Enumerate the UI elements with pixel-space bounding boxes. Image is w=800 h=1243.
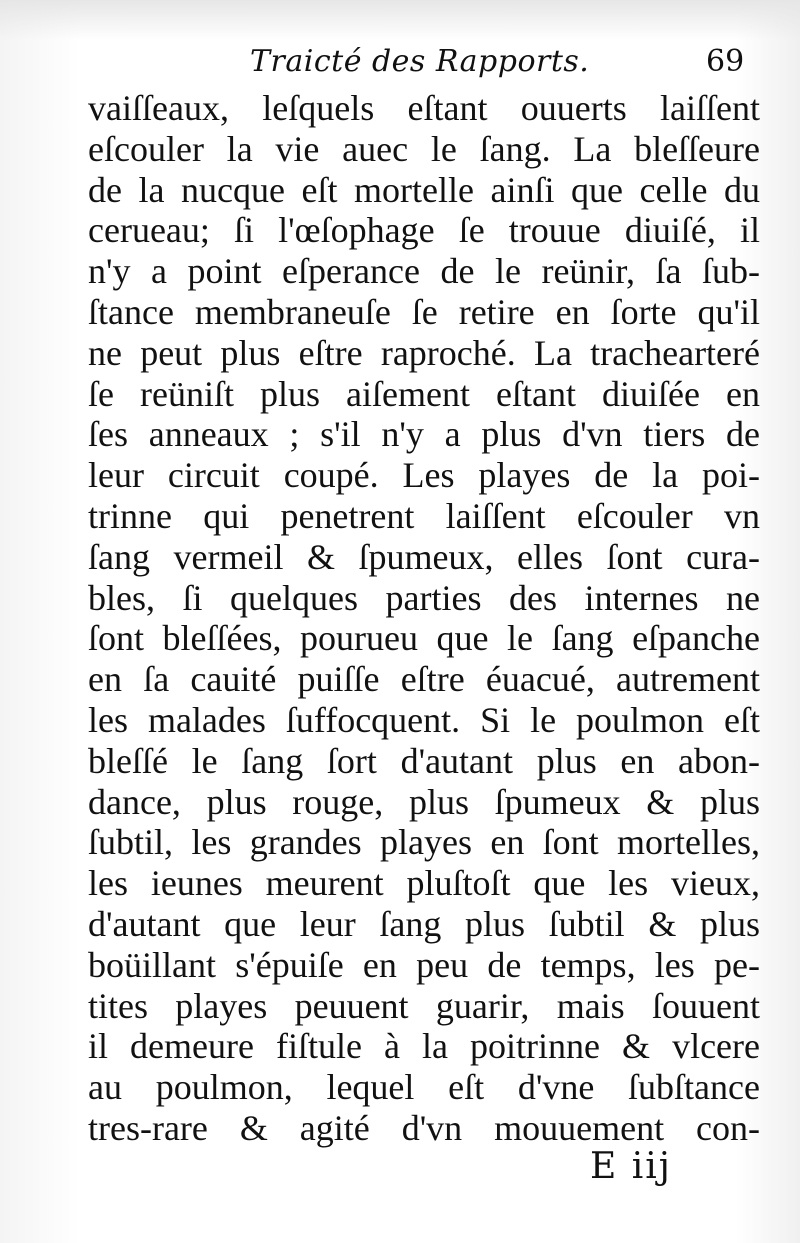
text-line: bleſſé le ſang ſort d'autant plus en abon- bbox=[88, 740, 760, 781]
text-line: les malades ſuffocquent. Si le poulmon eſt bbox=[88, 699, 760, 740]
text-line: boüillant s'épuiſe en peu de temps, les pe- bbox=[88, 944, 760, 985]
text-line: tites playes peuuent guarir, mais ſouuent bbox=[88, 985, 760, 1026]
text-line: ne peut plus eſtre raproché. La trachearteré bbox=[88, 332, 760, 373]
page-shadow bbox=[0, 0, 800, 40]
text-line: cerueau; ſi l'œſophage ſe trouue diuiſé, il bbox=[88, 210, 760, 251]
body-text bbox=[88, 88, 760, 1149]
text-line: ſang vermeil & ſpumeux, elles ſont cura- bbox=[88, 536, 760, 577]
text-line: ſont bleſſées, pourueu que le ſang eſpanche bbox=[88, 618, 760, 659]
text-line: il demeure fiſtule à la poitrinne & vlcere bbox=[88, 1026, 760, 1067]
text-line: au poulmon, lequel eſt d'vne ſubſtance bbox=[88, 1067, 760, 1108]
text-line: dance, plus rouge, plus ſpumeux & plus bbox=[88, 781, 760, 822]
page-number: 69 bbox=[706, 44, 745, 79]
text-line: bles, ſi quelques parties des internes ne bbox=[88, 577, 760, 618]
signature-mark: E iij bbox=[590, 1146, 672, 1187]
text-line: eſcouler la vie auec le ſang. La bleſſeure bbox=[88, 128, 760, 169]
text-line: ſe reüniſt plus aiſement eſtant diuiſée en bbox=[88, 373, 760, 414]
text-line: trinne qui penetrent laiſſent eſcouler vn bbox=[88, 495, 760, 536]
running-head: Traicté des Rapports. bbox=[250, 44, 590, 79]
text-line: d'autant que leur ſang plus ſubtil & plus bbox=[88, 903, 760, 944]
text-line: de la nucque eſt mortelle ainſi que celle du bbox=[88, 169, 760, 210]
text-line: ſubtil, les grandes playes en ſont mortelles, bbox=[88, 822, 760, 863]
text-line: ſtance membraneuſe ſe retire en ſorte qu'il bbox=[88, 291, 760, 332]
text-line: n'y a point eſperance de le reünir, ſa ſub- bbox=[88, 251, 760, 292]
text-line: ſes anneaux ; s'il n'y a plus d'vn tiers de bbox=[88, 414, 760, 455]
text-line: leur circuit coupé. Les playes de la poi- bbox=[88, 455, 760, 496]
text-line: vaiſſeaux, leſquels eſtant ouuerts laiſſent bbox=[88, 88, 760, 128]
text-line: les ieunes meurent pluſtoſt que les vieux, bbox=[88, 863, 760, 904]
text-line: en ſa cauité puiſſe eſtre éuacué, autrement bbox=[88, 659, 760, 700]
text-line: tres-rare & agité d'vn mouuement con- bbox=[88, 1107, 760, 1148]
